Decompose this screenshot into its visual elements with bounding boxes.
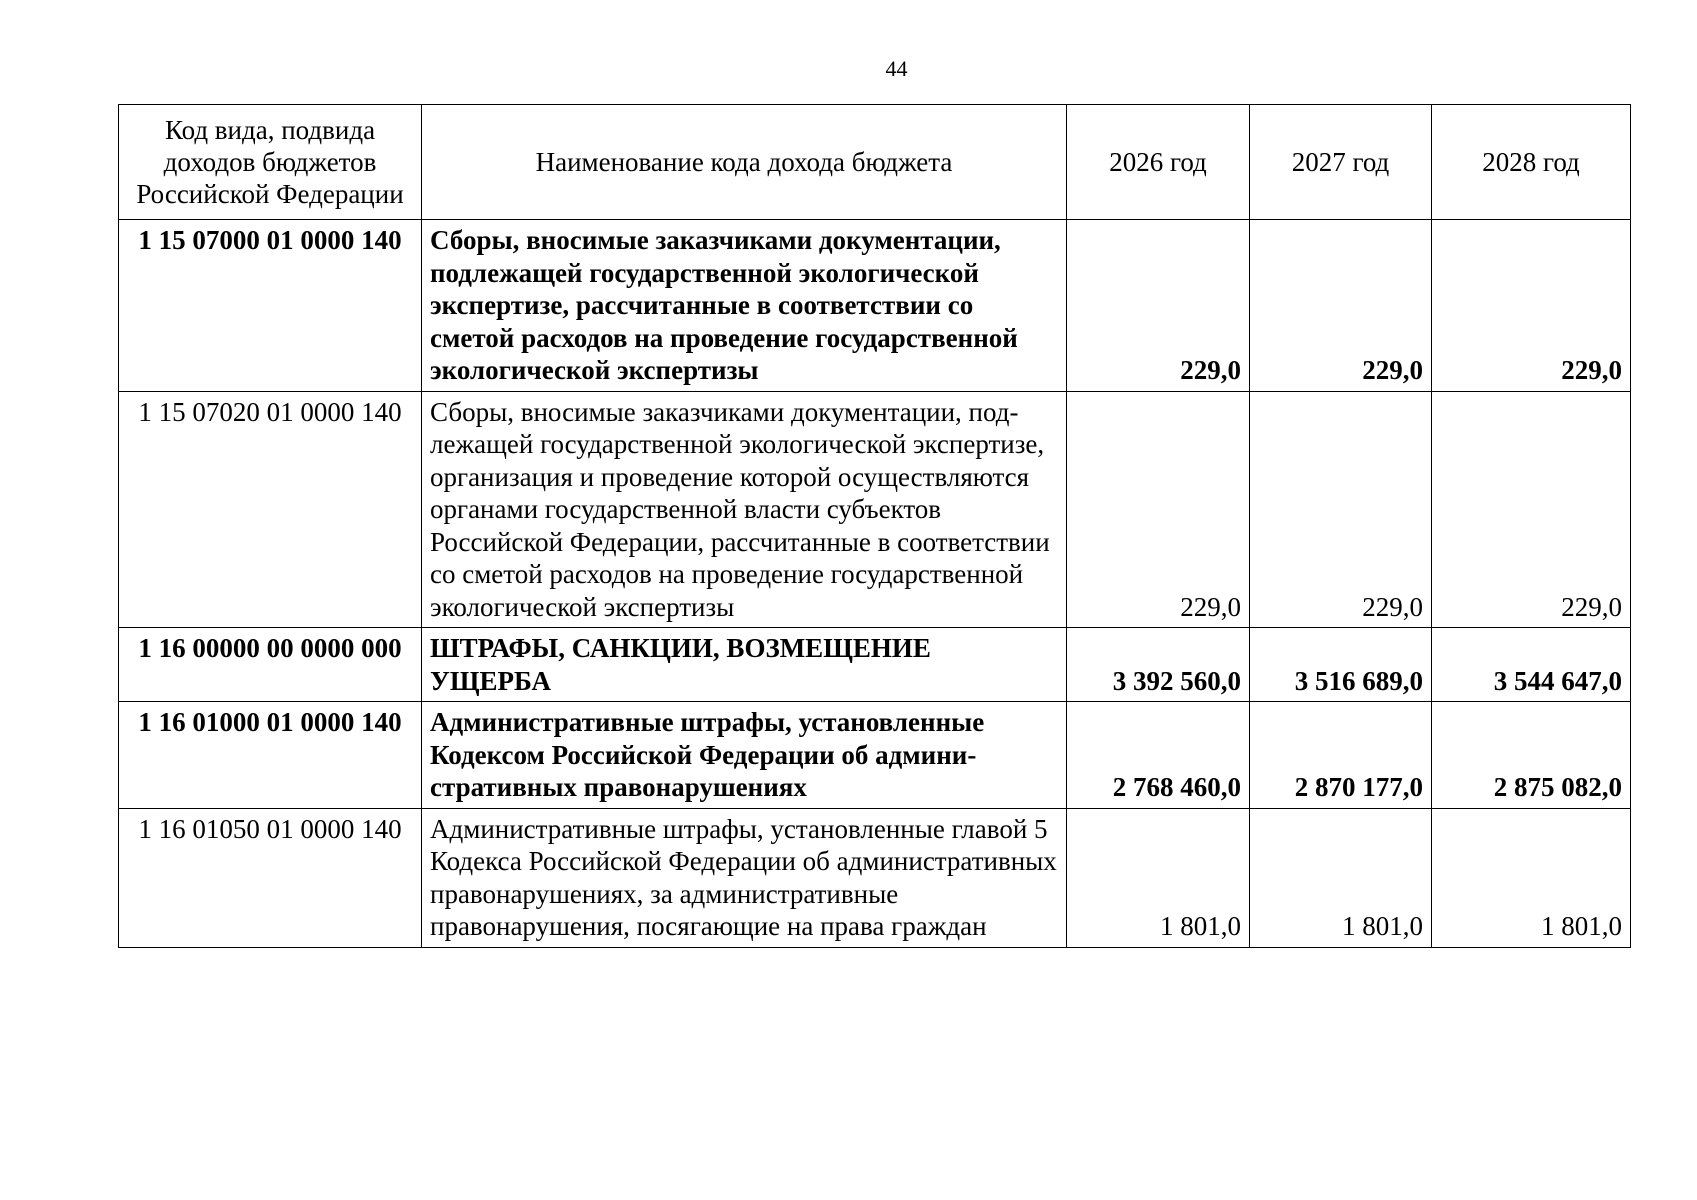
table-row xyxy=(119,220,1631,392)
row-name: Сборы, вносимые заказчиками документации, подлежащей государственной экологической экспертизе, организация и проведение которой осуществляются органами государственной власти субъектов Российской Федерации, рассчитанные в соответствии со сметой расходов на проведение государственной экологической экспертизы xyxy=(422,391,1067,628)
row-value-2028: 2 875 082,0 xyxy=(1432,702,1631,809)
row-value-2027: 3 516 689,0 xyxy=(1250,628,1432,702)
table-header-row xyxy=(119,105,1631,220)
header-2026: 2026 год xyxy=(1067,105,1250,220)
row-value-2028: 229,0 xyxy=(1432,391,1631,628)
row-value-2028: 1 801,0 xyxy=(1432,808,1631,947)
header-code: Код вида, подвида доходов бюджетов Российской Федерации xyxy=(119,105,422,220)
row-name: Административные штрафы, установленные главой 5 Кодекса Российской Федерации об административных правонарушениях, за административные правонарушения, посягающие на права граждан xyxy=(422,808,1067,947)
table-row xyxy=(119,391,1631,628)
row-code: 1 15 07020 01 0000 140 xyxy=(119,391,422,628)
row-code: 1 16 01050 01 0000 140 xyxy=(119,808,422,947)
header-2028: 2028 год xyxy=(1432,105,1631,220)
row-value-2027: 229,0 xyxy=(1250,220,1432,392)
row-value-2026: 2 768 460,0 xyxy=(1067,702,1250,809)
row-code: 1 16 01000 01 0000 140 xyxy=(119,702,422,809)
header-name: Наименование кода дохода бюджета xyxy=(422,105,1067,220)
row-value-2026: 1 801,0 xyxy=(1067,808,1250,947)
row-value-2027: 2 870 177,0 xyxy=(1250,702,1432,809)
table-row xyxy=(119,628,1631,702)
row-value-2027: 1 801,0 xyxy=(1250,808,1432,947)
row-value-2026: 229,0 xyxy=(1067,220,1250,392)
row-name: ШТРАФЫ, САНКЦИИ, ВОЗМЕЩЕНИЕ УЩЕРБА xyxy=(422,628,1067,702)
row-code: 1 15 07000 01 0000 140 xyxy=(119,220,422,392)
row-value-2028: 3 544 647,0 xyxy=(1432,628,1631,702)
table-row xyxy=(119,808,1631,947)
table-row xyxy=(119,702,1631,809)
page-number: 44 xyxy=(885,56,908,81)
row-value-2026: 229,0 xyxy=(1067,391,1250,628)
row-name: Сборы, вносимые заказчиками документации, подлежащей государственной экологической экспертизе, рассчитанные в соответствии со сметой расходов на проведение государственной экологической экспертизы xyxy=(422,220,1067,392)
budget-revenue-table xyxy=(118,104,1631,948)
row-value-2027: 229,0 xyxy=(1250,391,1432,628)
row-value-2026: 3 392 560,0 xyxy=(1067,628,1250,702)
header-2027: 2027 год xyxy=(1250,105,1432,220)
row-code: 1 16 00000 00 0000 000 xyxy=(119,628,422,702)
row-name: Административные штрафы, установленные Кодексом Российской Федерации об административных правонарушениях xyxy=(422,702,1067,809)
row-value-2028: 229,0 xyxy=(1432,220,1631,392)
